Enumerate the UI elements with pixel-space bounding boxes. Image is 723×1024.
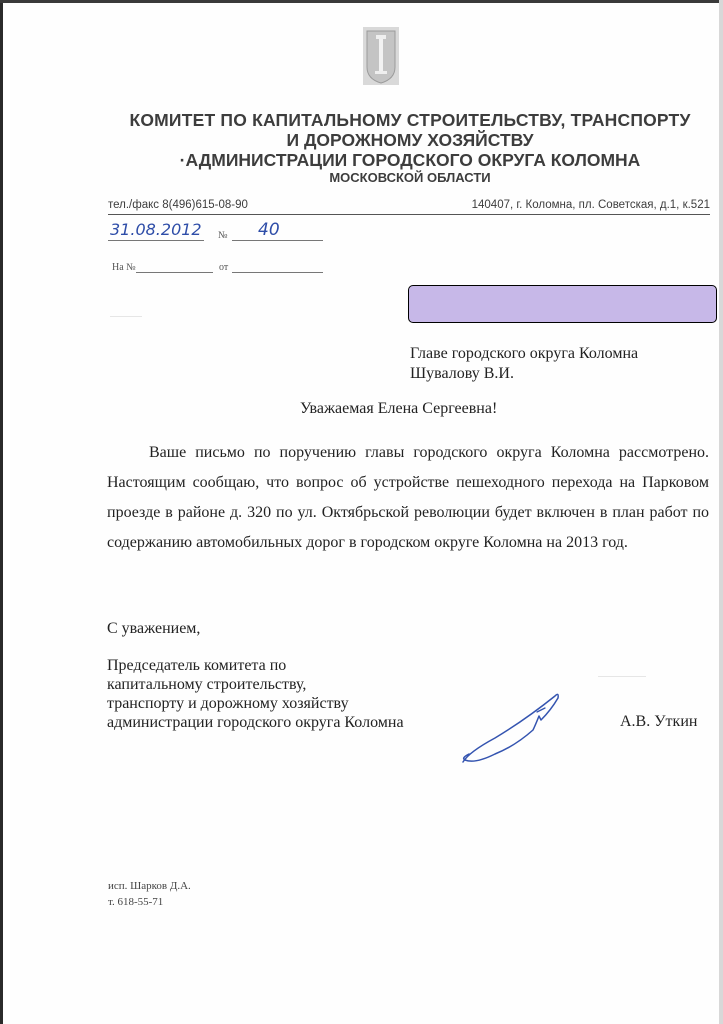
- addressee-line-1: Главе городского округа Коломна: [410, 345, 639, 362]
- org-name-line-2: И ДОРОЖНОМУ ХОЗЯЙСТВУ: [286, 130, 534, 150]
- executor-info: [108, 878, 191, 910]
- faint-mark: [110, 316, 142, 317]
- coat-of-arms-icon: [363, 27, 399, 85]
- postal-address: 140407, г. Коломна, пл. Советская, д.1, к.521: [471, 199, 710, 211]
- executor-phone: т. 618-55-71: [108, 896, 164, 908]
- closing: С уважением,: [107, 620, 201, 637]
- org-name-line-1: КОМИТЕТ ПО КАПИТАЛЬНОМУ СТРОИТЕЛЬСТВУ, ТРАНСПОРТУ: [129, 110, 691, 130]
- position-line-1: Председатель комитета по: [107, 657, 287, 674]
- number-field-line: [232, 240, 323, 241]
- org-name-line-3: ·АДМИНИСТРАЦИИ ГОРОДСКОГО ОКРУГА КОЛОМНА: [179, 150, 641, 170]
- redacted-block: [408, 285, 717, 323]
- reply-number-label: На №: [112, 262, 136, 273]
- signer-name: А.В. Уткин: [620, 713, 698, 730]
- reply-from-label: от: [219, 262, 229, 273]
- date-field-line: [108, 240, 204, 241]
- scan-edge-left: [0, 0, 3, 1024]
- addressee: [410, 344, 638, 384]
- org-region: МОСКОВСКОЙ ОБЛАСТИ: [329, 170, 491, 185]
- handwritten-date: 31.08.2012: [110, 220, 202, 239]
- position-line-2: капитальному строительству,: [107, 676, 307, 693]
- faint-mark: [598, 676, 646, 677]
- letter-body: Ваше письмо по поручению главы городского округа Коломна рассмотрено. Настоящим сообщаю, что вопрос об устройстве пешеходного перехода на Парковом проезде в районе д. 320 по ул. Октябрьской революции будет включен в план работ по содержанию автомобильных дорог в городском округе Коломна на 2013 год.: [107, 444, 709, 551]
- handwritten-number: 40: [258, 220, 280, 240]
- greeting: Уважаемая Елена Сергеевна!: [300, 400, 498, 417]
- scan-edge-top: [0, 0, 723, 3]
- number-sign: №: [218, 230, 228, 241]
- reply-from-line: [232, 272, 323, 273]
- executor-name: исп. Шарков Д.А.: [108, 880, 191, 892]
- handwritten-signature: [455, 690, 575, 770]
- phone-fax: тел./факс 8(496)615-08-90: [108, 199, 248, 211]
- position-line-4: администрации городского округа Коломна: [107, 714, 404, 731]
- reply-number-line: [136, 272, 213, 273]
- header-rule: [108, 214, 710, 215]
- addressee-line-2: Шувалову В.И.: [410, 365, 514, 382]
- position-line-3: транспорту и дорожному хозяйству: [107, 695, 349, 712]
- signatory-position: [107, 656, 404, 732]
